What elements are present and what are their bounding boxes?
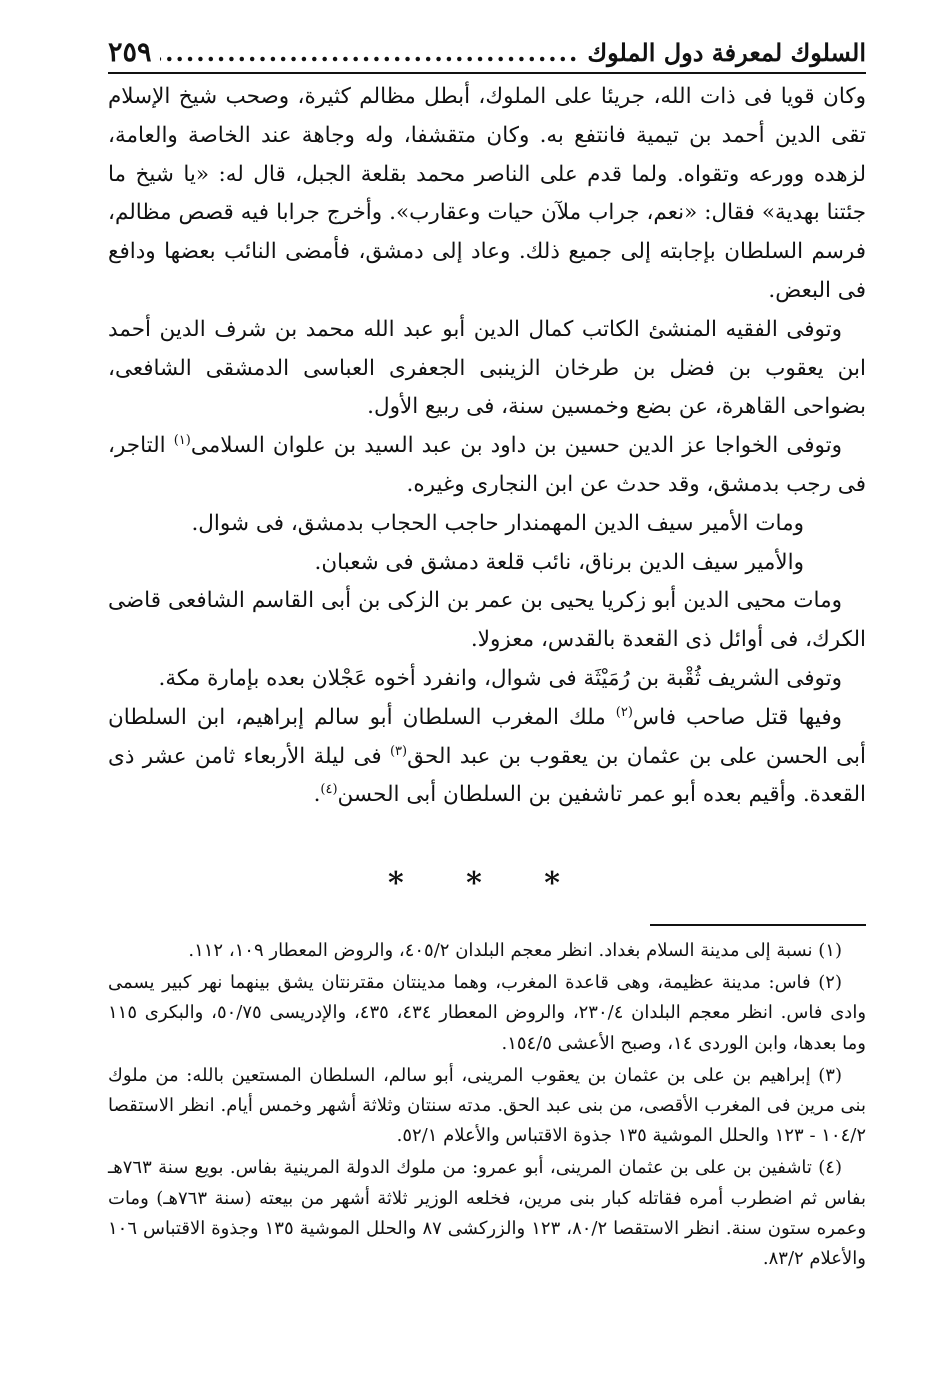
footnote-ref-2: (٢) <box>615 704 633 720</box>
paragraph-4: ومات الأمير سيف الدين المهمندار حاجب الحجاب بدمشق، فى شوال. <box>191 510 804 536</box>
footnote-ref-4: (٤) <box>320 782 338 798</box>
footnote-2: (٢) فاس: مدينة عظيمة، وهى قاعدة المغرب، وهما مدينتان مقترنتان يشق بينهما نهر كبير يسمى وادى فاس. انظر معجم البلدان ٢٣٠/٤، والروض المعطار ٤٣٤، ٤٣٥، والإدريسى ٥٠/٧٥، والبكرى ١١٥ وما بعدها، وابن الوردى ١٤، وصبح الأعشى ١٥٤/٥. <box>108 972 867 1054</box>
footnote-4: (٤) تاشفين بن على بن عثمان المرينى، أبو عمرو: من ملوك الدولة المرينية بفاس. بويع سنة ٧٦٣هـ بفاس ثم اضطرب أمره فقاتله كبار بنى مرين، فخلعه الوزير ثلاثة أشهر من بيعته (سنة ٧٦٣هـ) ومات وعمره ستون سنة. انظر الاستقصا ٨٠/٢، ١٢٣ والزركشى ٨٧ والحلل الموشية ١٣٥ وجذوة الاقتباس ١٠٦ والأعلام ٨٣/٢. <box>108 1157 867 1270</box>
paragraph-3 <box>108 427 866 505</box>
section-separator: * * * <box>388 866 586 901</box>
footnote-3: (٣) إبراهيم بن على بن عثمان بن يعقوب المرينى، أبو سالم، السلطان المستعين بالله: من ملوك بنى مرين فى المغرب الأقصى، من بنى عبد الحق. مدته سنتان وثلاثة أشهر وخمس أيام. انظر الاستقصا ١٠٤/٢ - ١٢٣ والحلل الموشية ١٣٥ جذوة الاقتباس والأعلام ٥٢/١. <box>108 1064 866 1147</box>
paragraph-3-text: وتوفى الخواجا عز الدين حسين بن داود بن عبد السيد بن علوان السلامى <box>190 433 842 459</box>
leader-dots <box>160 38 580 67</box>
paragraph-2: وتوفى الفقيه المنشئ الكاتب كمال الدين أبو عبد الله محمد بن شرف الدين أحمد ابن يعقوب بن فضل بن طرخان الزينبى الجعفرى العباسى الدمشقى الشافعى، بضواحى القاهرة، عن بضع وخمسين سنة، فى ربيع الأول. <box>108 316 866 420</box>
paragraph-8 <box>108 699 866 815</box>
running-header <box>108 34 866 74</box>
book-title: السلوك لمعرفة دول الملوك <box>587 37 866 67</box>
paragraph-8-c: فى ليلة الأربعاء ثامن عشر ذى القعدة. وأقيم بعده أبو عمر تاشفين بن السلطان أبى الحسن <box>108 743 866 808</box>
paragraph-3-end: التاجر، فى رجب بدمشق، وقد حدث عن ابن النجارى وغيره. <box>108 433 866 497</box>
footnote-ref-1: (١) <box>173 433 191 449</box>
footnote-1: (١) نسبة إلى مدينة السلام بغداد. انظر معجم البلدان ٤٠٥/٢، والروض المعطار ١٠٩، ١١٢. <box>188 940 842 961</box>
footnote-rule <box>650 924 866 926</box>
footnotes <box>108 936 866 1276</box>
paragraph-6: ومات محيى الدين أبو زكريا يحيى بن عمر بن الزكى بن أبى القاسم الشافعى قاضى الكرك، فى أوائل ذى القعدة بالقدس، معزولا. <box>108 588 866 653</box>
main-text <box>108 78 866 815</box>
footnote-ref-3: (٣) <box>389 743 408 759</box>
paragraph-8-b: ملك المغرب السلطان أبو سالم إبراهيم، ابن السلطان أبى الحسن على بن عثمان بن يعقوب بن عبد الحق <box>108 704 866 769</box>
paragraph-7: وتوفى الشريف ثُقْبة بن رُمَيْثَة فى شوال، وانفرد أخوه عَجْلان بعده بإمارة مكة. <box>158 665 842 691</box>
paragraph-8-a: وفيها قتل صاحب فاس <box>632 704 842 730</box>
paragraph-5: والأمير سيف الدين برناق، نائب قلعة دمشق فى شعبان. <box>314 549 804 575</box>
paragraph-1: وكان قويا فى ذات الله، جريئا على الملوك، أبطل مظالم كثيرة، وصحب شيخ الإسلام تقى الدين أحمد بن تيمية فانتفع به. وكان متقشفا، وله وجاهة عند الخاصة والعامة، لزهده وورعه وتقواه. ولما قدم على الناصر محمد بقلعة الجبل، قال له: «يا شيخ ما جئتنا بهدية» فقال: «نعم، جراب ملآن حيات وعقارب». وأخرج جرابا فيه قصص مظالم، فرسم السلطان بإجابته إلى جميع ذلك. وعاد إلى دمشق، فأمضى النائب بعضها ودافع فى البعض. <box>108 84 866 303</box>
paragraph-8-d: . <box>313 782 321 808</box>
page-number: ٢٥٩ <box>108 36 152 68</box>
